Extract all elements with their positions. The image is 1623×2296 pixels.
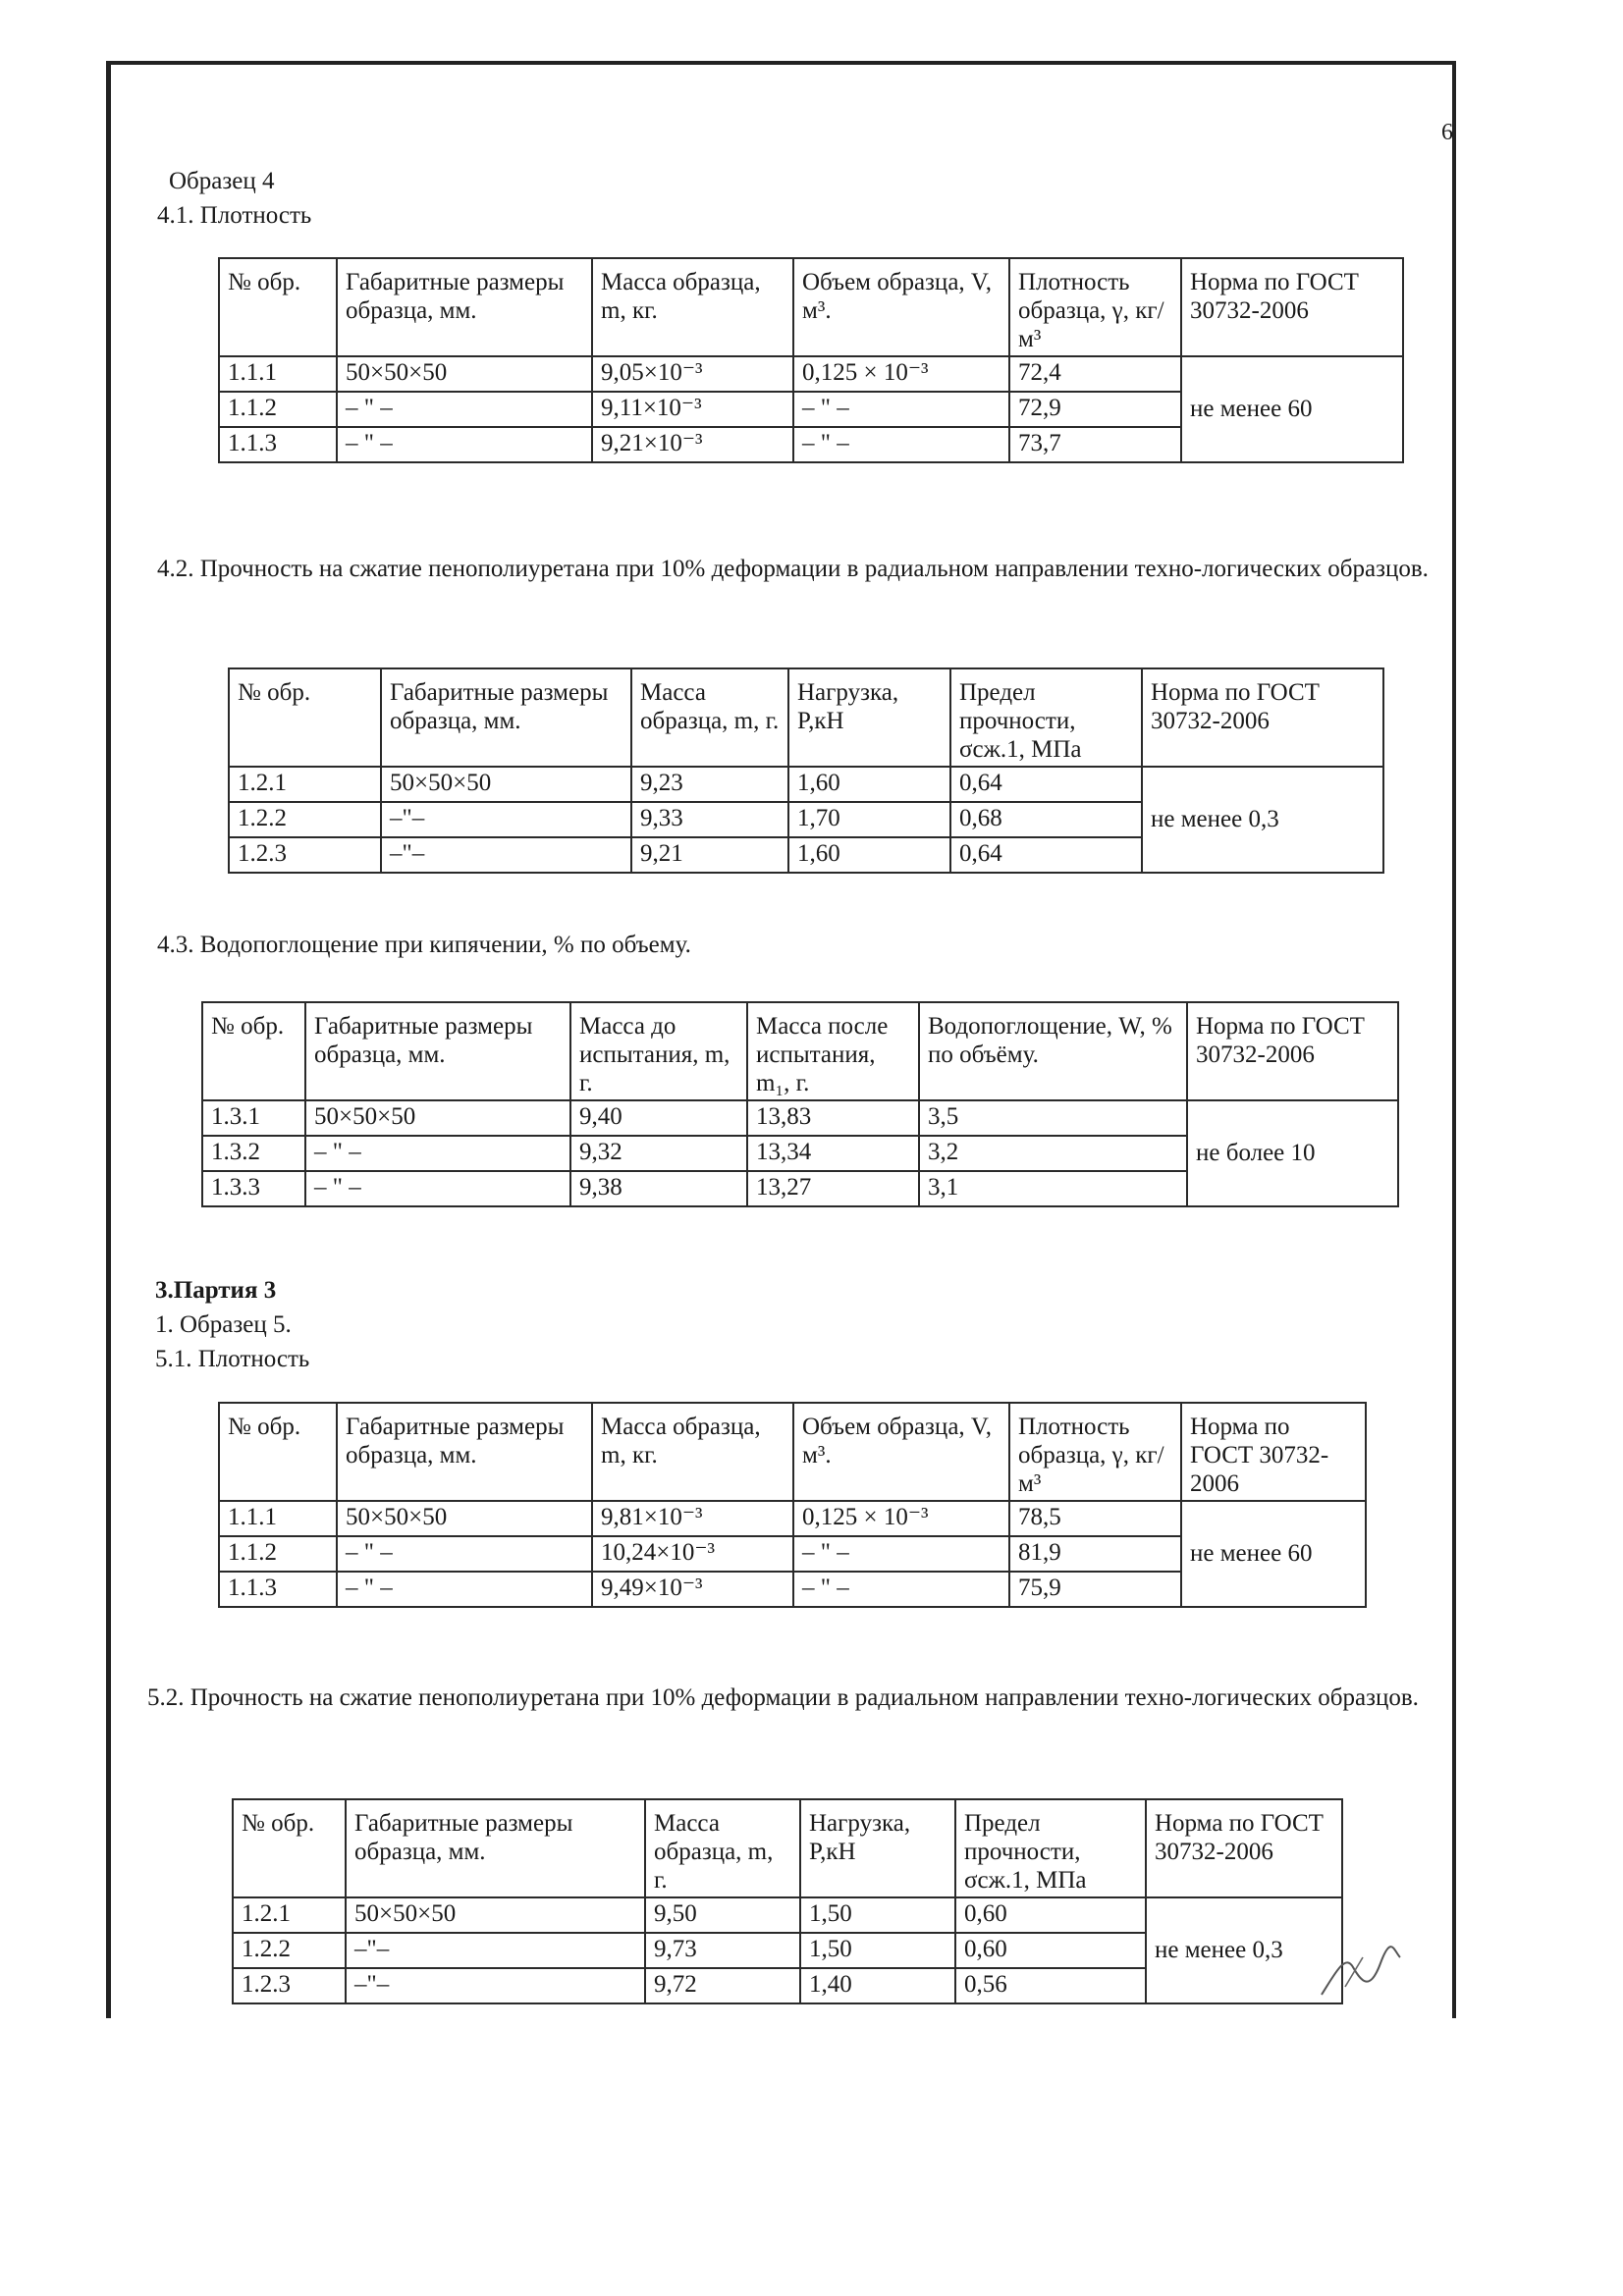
cell: 1,60 bbox=[788, 767, 950, 802]
cell: 9,81×10⁻³ bbox=[592, 1501, 793, 1536]
col-header: Масса после испытания, m₁, г. bbox=[747, 1002, 919, 1100]
cell: –"– bbox=[381, 802, 631, 837]
cell: 9,40 bbox=[570, 1100, 747, 1136]
cell: 13,27 bbox=[747, 1171, 919, 1206]
col-header: Норма по ГОСТ 30732-2006 bbox=[1187, 1002, 1398, 1100]
col-header: Габаритные размеры образца, мм. bbox=[337, 258, 592, 356]
strength-title-5: 5.2. Прочность на сжатие пенополиуретана при 10% деформации в радиальном направлении техно-логических образцов. bbox=[147, 1684, 1419, 1711]
col-header: Габаритные размеры образца, мм. bbox=[337, 1403, 592, 1501]
cell: 9,32 bbox=[570, 1136, 747, 1171]
col-header: Габаритные размеры образца, мм. bbox=[346, 1799, 645, 1897]
cell: 1.3.3 bbox=[202, 1171, 305, 1206]
cell: 0,125 × 10⁻³ bbox=[793, 1501, 1009, 1536]
col-header: Масса до испытания, m, г. bbox=[570, 1002, 747, 1100]
cell: –"– bbox=[381, 837, 631, 873]
cell: 50×50×50 bbox=[305, 1100, 570, 1136]
col-header: Нагрузка, P,кН bbox=[800, 1799, 955, 1897]
col-header: Объем образца, V, м³. bbox=[793, 258, 1009, 356]
cell: 0,60 bbox=[955, 1933, 1146, 1968]
cell: – " – bbox=[337, 392, 592, 427]
cell: 1,40 bbox=[800, 1968, 955, 2003]
party-3-title: 3.Партия 3 bbox=[155, 1277, 277, 1304]
norm-cell: не менее 0,3 bbox=[1142, 767, 1383, 873]
cell: 1,50 bbox=[800, 1897, 955, 1933]
col-header: Масса образца, m, г. bbox=[631, 668, 788, 767]
col-header: Масса образца, m, кг. bbox=[592, 1403, 793, 1501]
cell: 1.2.1 bbox=[233, 1897, 346, 1933]
cell: 9,21 bbox=[631, 837, 788, 873]
cell: 9,21×10⁻³ bbox=[592, 427, 793, 462]
cell: 0,64 bbox=[950, 767, 1142, 802]
cell: 13,34 bbox=[747, 1136, 919, 1171]
table-row bbox=[202, 1100, 1398, 1136]
cell: – " – bbox=[337, 1572, 592, 1607]
norm-cell: не менее 60 bbox=[1181, 1501, 1366, 1607]
cell: 50×50×50 bbox=[337, 1501, 592, 1536]
cell: 0,64 bbox=[950, 837, 1142, 873]
col-header: № обр. bbox=[219, 258, 337, 356]
cell: 1.1.1 bbox=[219, 356, 337, 392]
cell: 1.2.3 bbox=[233, 1968, 346, 2003]
cell: 9,72 bbox=[645, 1968, 800, 2003]
cell: 9,49×10⁻³ bbox=[592, 1572, 793, 1607]
cell: – " – bbox=[793, 427, 1009, 462]
cell: 50×50×50 bbox=[381, 767, 631, 802]
cell: 3,5 bbox=[919, 1100, 1187, 1136]
cell: 50×50×50 bbox=[346, 1897, 645, 1933]
table-header-row bbox=[219, 1403, 1366, 1501]
table-header-row bbox=[202, 1002, 1398, 1100]
col-header: Габаритные размеры образца, мм. bbox=[381, 668, 631, 767]
cell: 1,50 bbox=[800, 1933, 955, 1968]
cell: 73,7 bbox=[1009, 427, 1181, 462]
col-header: Плотность образца, γ, кг/м³ bbox=[1009, 1403, 1181, 1501]
cell: 0,68 bbox=[950, 802, 1142, 837]
cell: 72,4 bbox=[1009, 356, 1181, 392]
strength-table-5 bbox=[232, 1798, 1343, 2004]
cell: – " – bbox=[337, 1536, 592, 1572]
col-header: № обр. bbox=[202, 1002, 305, 1100]
cell: 1.1.2 bbox=[219, 1536, 337, 1572]
cell: 0,125 × 10⁻³ bbox=[793, 356, 1009, 392]
cell: 0,56 bbox=[955, 1968, 1146, 2003]
col-header: № обр. bbox=[233, 1799, 346, 1897]
cell: 13,83 bbox=[747, 1100, 919, 1136]
cell: 10,24×10⁻³ bbox=[592, 1536, 793, 1572]
col-header: Водопоглощение, W, % по объёму. bbox=[919, 1002, 1187, 1100]
cell: 9,33 bbox=[631, 802, 788, 837]
cell: 1.2.1 bbox=[229, 767, 381, 802]
table-row bbox=[233, 1897, 1342, 1933]
cell: 50×50×50 bbox=[337, 356, 592, 392]
cell: 1.3.1 bbox=[202, 1100, 305, 1136]
col-header: Нагрузка, P,кН bbox=[788, 668, 950, 767]
col-header: Объем образца, V, м³. bbox=[793, 1403, 1009, 1501]
cell: 9,50 bbox=[645, 1897, 800, 1933]
norm-cell: не менее 60 bbox=[1181, 356, 1403, 462]
cell: 81,9 bbox=[1009, 1536, 1181, 1572]
col-header: Масса образца, m, кг. bbox=[592, 258, 793, 356]
cell: 1.1.1 bbox=[219, 1501, 337, 1536]
cell: 3,1 bbox=[919, 1171, 1187, 1206]
col-header: № обр. bbox=[219, 1403, 337, 1501]
col-header: Норма по ГОСТ 30732-2006 bbox=[1181, 1403, 1366, 1501]
cell: 1.1.3 bbox=[219, 427, 337, 462]
col-header: Предел прочности, σсж.1, МПа bbox=[950, 668, 1142, 767]
cell: – " – bbox=[305, 1171, 570, 1206]
col-header: Норма по ГОСТ 30732-2006 bbox=[1181, 258, 1403, 356]
water-title-4: 4.3. Водопоглощение при кипячении, % по объему. bbox=[157, 932, 691, 958]
cell: – " – bbox=[305, 1136, 570, 1171]
table-row bbox=[229, 767, 1383, 802]
density-table-5 bbox=[218, 1402, 1367, 1608]
cell: 9,11×10⁻³ bbox=[592, 392, 793, 427]
cell: 1.2.2 bbox=[229, 802, 381, 837]
strength-table-4 bbox=[228, 667, 1384, 874]
table-header-row bbox=[233, 1799, 1342, 1897]
sample-5-title: 1. Образец 5. bbox=[155, 1311, 292, 1338]
cell: 9,73 bbox=[645, 1933, 800, 1968]
cell: 1,60 bbox=[788, 837, 950, 873]
cell: – " – bbox=[793, 392, 1009, 427]
cell: – " – bbox=[793, 1572, 1009, 1607]
cell: 75,9 bbox=[1009, 1572, 1181, 1607]
cell: 1.2.2 bbox=[233, 1933, 346, 1968]
cell: 72,9 bbox=[1009, 392, 1181, 427]
cell: 1.1.2 bbox=[219, 392, 337, 427]
table-header-row bbox=[219, 258, 1403, 356]
cell: – " – bbox=[337, 427, 592, 462]
cell: 0,60 bbox=[955, 1897, 1146, 1933]
cell: 1,70 bbox=[788, 802, 950, 837]
col-header: Габаритные размеры образца, мм. bbox=[305, 1002, 570, 1100]
cell: 1.3.2 bbox=[202, 1136, 305, 1171]
water-table-4 bbox=[201, 1001, 1399, 1207]
col-header: Плотность образца, γ, кг/м³ bbox=[1009, 258, 1181, 356]
page-number: 6 bbox=[1441, 120, 1453, 145]
cell: 1.1.3 bbox=[219, 1572, 337, 1607]
cell: –"– bbox=[346, 1933, 645, 1968]
cell: 9,23 bbox=[631, 767, 788, 802]
table-row bbox=[219, 356, 1403, 392]
density-title-4: 4.1. Плотность bbox=[157, 202, 312, 229]
col-header: Масса образца, m, г. bbox=[645, 1799, 800, 1897]
strength-title-4: 4.2. Прочность на сжатие пенополиуретана при 10% деформации в радиальном направлении техно-логических образцов. bbox=[157, 556, 1429, 582]
cell: 78,5 bbox=[1009, 1501, 1181, 1536]
col-header: Норма по ГОСТ 30732-2006 bbox=[1146, 1799, 1342, 1897]
norm-cell: не более 10 bbox=[1187, 1100, 1398, 1206]
cell: –"– bbox=[346, 1968, 645, 2003]
norm-cell: не менее 0,3 bbox=[1146, 1897, 1342, 2003]
sample-4-title: Образец 4 bbox=[169, 168, 275, 194]
cell: 9,38 bbox=[570, 1171, 747, 1206]
cell: 9,05×10⁻³ bbox=[592, 356, 793, 392]
density-table-4 bbox=[218, 257, 1404, 463]
table-row bbox=[219, 1501, 1366, 1536]
cell: 1.2.3 bbox=[229, 837, 381, 873]
col-header: № обр. bbox=[229, 668, 381, 767]
col-header: Норма по ГОСТ 30732-2006 bbox=[1142, 668, 1383, 767]
signature-mark bbox=[1316, 1944, 1404, 2002]
col-header: Предел прочности, σсж.1, МПа bbox=[955, 1799, 1146, 1897]
cell: – " – bbox=[793, 1536, 1009, 1572]
density-title-5: 5.1. Плотность bbox=[155, 1346, 310, 1372]
table-header-row bbox=[229, 668, 1383, 767]
cell: 3,2 bbox=[919, 1136, 1187, 1171]
